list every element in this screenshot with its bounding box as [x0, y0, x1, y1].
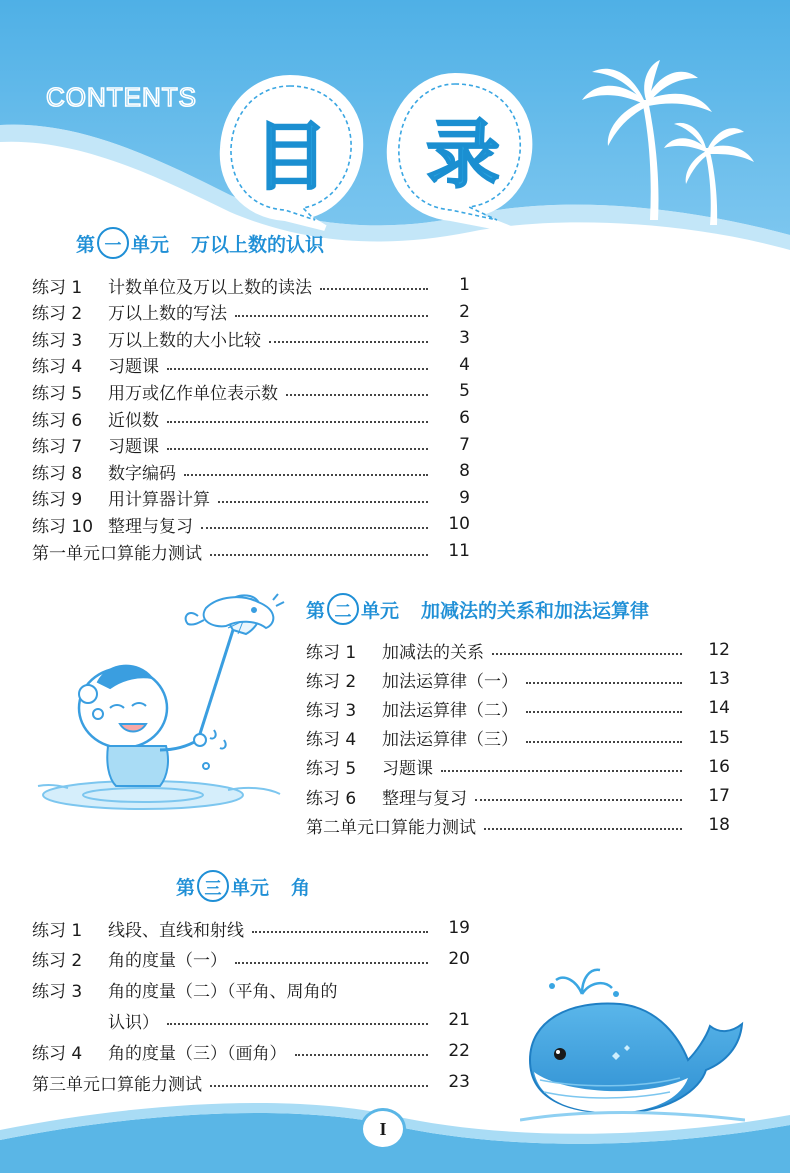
toc-entry-label: 练习 3 — [32, 982, 83, 1003]
toc-entry[interactable] — [32, 538, 470, 564]
toc-entry-title: 用计算器计算 — [108, 490, 210, 511]
whale-illustration-icon — [520, 960, 745, 1130]
toc-leader-dots — [441, 770, 682, 772]
toc-entry-title: 计数单位及万以上数的读法 — [108, 277, 312, 298]
toc-entry-title: 近似数 — [108, 410, 159, 431]
toc-leader-dots — [235, 315, 428, 317]
toc-entry-title: 万以上数的大小比较 — [108, 330, 261, 351]
toc-leader-dots — [252, 931, 428, 933]
toc-leader-dots — [235, 962, 428, 964]
unit-1-prefix: 第 — [76, 233, 96, 256]
toc-entry-page: 6 — [459, 408, 470, 428]
toc-entry[interactable] — [32, 272, 470, 298]
toc-leader-dots — [295, 1054, 429, 1056]
title-char-lu: 录 — [426, 112, 500, 198]
toc-entry-title: 用万或亿作单位表示数 — [108, 383, 278, 404]
unit-3-name: 角 — [291, 876, 311, 899]
toc-entry-page: 3 — [459, 328, 470, 349]
toc-entry[interactable] — [306, 695, 730, 721]
toc-leader-dots — [184, 474, 428, 476]
toc-entry-page: 14 — [708, 698, 730, 719]
toc-entry-label: 练习 4 — [32, 1043, 83, 1064]
toc-entry-title: 整理与复习 — [108, 516, 193, 537]
title-char-mu: 目 — [254, 114, 328, 200]
toc-entry-label: 练习 5 — [32, 383, 83, 404]
toc-entry-title: 第二单元口算能力测试 — [306, 817, 476, 838]
toc-entry[interactable] — [32, 299, 470, 325]
toc-entry-title: 线段、直线和射线 — [108, 920, 244, 941]
toc-entry-page: 10 — [448, 514, 470, 535]
toc-entry-page: 1 — [459, 275, 470, 295]
toc-entry-page: 20 — [448, 948, 470, 969]
unit-2-name: 加减法的关系和加法运算律 — [421, 599, 650, 622]
toc-entry[interactable] — [32, 1069, 470, 1095]
unit-1-suffix: 单元 — [131, 233, 170, 256]
toc-leader-dots — [167, 368, 428, 370]
unit-1-number: 一 — [97, 227, 129, 259]
toc-entry[interactable] — [306, 725, 730, 751]
unit-2-number: 二 — [327, 593, 359, 625]
toc-entry[interactable] — [32, 405, 470, 431]
toc-entry-title: 角的度量（二）（平角、周角的 — [108, 982, 338, 1003]
toc-entry-title: 加法运算律（二） — [382, 700, 518, 721]
toc-leader-dots — [218, 501, 428, 503]
unit-2-prefix: 第 — [306, 599, 326, 622]
toc-entry-page: 22 — [448, 1041, 470, 1062]
toc-entry-label: 练习 2 — [306, 671, 357, 692]
toc-entry-title: 习题课 — [108, 357, 159, 378]
toc-entry-label: 练习 9 — [32, 490, 83, 511]
toc-entry-label: 练习 3 — [306, 700, 357, 721]
toc-leader-dots — [286, 394, 428, 396]
toc-entry[interactable] — [32, 325, 470, 351]
toc-entry-page: 7 — [459, 434, 470, 455]
toc-entry-title: 认识） — [108, 1012, 159, 1033]
toc-entry[interactable] — [306, 637, 730, 663]
toc-entry-page: 23 — [448, 1072, 470, 1092]
unit-1-title — [76, 228, 324, 258]
toc-entry-title: 加减法的关系 — [382, 642, 484, 663]
toc-leader-dots — [167, 448, 428, 450]
toc-leader-dots — [475, 799, 682, 801]
toc-entry-label: 练习 5 — [306, 759, 357, 780]
unit-3-suffix: 单元 — [231, 876, 270, 899]
toc-entry-title: 加法运算律（一） — [382, 671, 518, 692]
toc-leader-dots — [526, 682, 682, 684]
toc-entry-page: 17 — [708, 786, 730, 806]
toc-entry-label: 练习 1 — [32, 277, 83, 298]
toc-entry-title: 数字编码 — [108, 463, 176, 484]
toc-entry-page: 15 — [708, 727, 730, 748]
toc-entry[interactable] — [32, 1007, 470, 1033]
toc-leader-dots — [492, 653, 682, 655]
unit-3-prefix: 第 — [176, 876, 196, 899]
toc-leader-dots — [167, 421, 428, 423]
toc-entry[interactable] — [32, 432, 470, 458]
toc-entry[interactable] — [306, 812, 730, 838]
toc-leader-dots — [526, 741, 682, 743]
toc-entry[interactable] — [32, 485, 470, 511]
toc-leader-dots — [167, 1023, 428, 1025]
toc-entry-page: 5 — [459, 381, 470, 402]
toc-entry[interactable] — [32, 352, 470, 378]
unit-3-number: 三 — [197, 870, 229, 902]
toc-entry-page: 8 — [459, 461, 470, 482]
toc-leader-dots — [210, 554, 428, 556]
toc-entry[interactable] — [32, 915, 470, 941]
toc-entry-page: 13 — [708, 669, 730, 690]
toc-entry-label: 练习 8 — [32, 463, 83, 484]
toc-leader-dots — [484, 828, 682, 830]
toc-entry-page: 4 — [459, 354, 470, 375]
toc-entry[interactable] — [32, 458, 470, 484]
toc-entry-page: 12 — [708, 640, 730, 660]
toc-entry-label: 练习 1 — [32, 920, 83, 941]
toc-leader-dots — [320, 288, 428, 290]
toc-entry[interactable] — [306, 783, 730, 809]
toc-entry-title: 第三单元口算能力测试 — [32, 1074, 202, 1095]
toc-entry-label: 练习 6 — [306, 788, 357, 809]
toc-entry-label: 练习 2 — [32, 951, 83, 972]
page-number: I — [360, 1108, 406, 1150]
child-with-net-illustration-icon — [28, 590, 288, 820]
toc-entry-title: 角的度量（一） — [108, 951, 227, 972]
toc-entry[interactable] — [32, 378, 470, 404]
toc-entry-page: 21 — [448, 1010, 470, 1031]
toc-entry-title: 第一单元口算能力测试 — [32, 543, 202, 564]
palm-trees-icon — [580, 60, 760, 230]
toc-entry[interactable] — [306, 754, 730, 780]
toc-entry-label: 练习 4 — [306, 730, 357, 751]
toc-entry-label: 练习 7 — [32, 437, 83, 458]
toc-entry-title: 角的度量（三）（画角） — [108, 1043, 287, 1064]
contents-heading: CONTENTS — [46, 82, 197, 112]
toc-entry-label: 练习 3 — [32, 330, 83, 351]
toc-leader-dots — [210, 1085, 428, 1087]
toc-entry-label: 练习 4 — [32, 357, 83, 378]
toc-leader-dots — [269, 341, 428, 343]
toc-leader-dots — [201, 527, 428, 529]
unit-3-title — [176, 871, 310, 901]
toc-entry-label: 练习 6 — [32, 410, 83, 431]
toc-entry-label: 练习 2 — [32, 304, 83, 325]
toc-entry[interactable] — [32, 511, 470, 537]
toc-entry-page: 9 — [459, 487, 470, 508]
toc-entry-page: 2 — [459, 301, 470, 322]
toc-entry[interactable] — [306, 666, 730, 692]
toc-entry-title: 加法运算律（三） — [382, 730, 518, 751]
toc-entry[interactable] — [32, 1038, 470, 1064]
toc-entry-label: 练习 1 — [306, 642, 357, 663]
toc-entry-title: 习题课 — [108, 437, 159, 458]
toc-entry-title: 万以上数的写法 — [108, 304, 227, 325]
toc-entry-title: 习题课 — [382, 759, 433, 780]
unit-2-title — [306, 594, 649, 624]
toc-entry[interactable] — [32, 977, 470, 1003]
toc-entry-title: 整理与复习 — [382, 788, 467, 809]
toc-leader-dots — [526, 711, 682, 713]
unit-2-suffix: 单元 — [361, 599, 400, 622]
toc-entry-label: 练习 10 — [32, 516, 94, 537]
unit-1-name: 万以上数的认识 — [191, 233, 325, 256]
toc-entry[interactable] — [32, 946, 470, 972]
toc-entry-page: 18 — [708, 815, 730, 836]
toc-entry-page: 19 — [448, 918, 470, 938]
toc-entry-page: 16 — [708, 756, 730, 777]
toc-entry-page: 11 — [448, 541, 470, 561]
